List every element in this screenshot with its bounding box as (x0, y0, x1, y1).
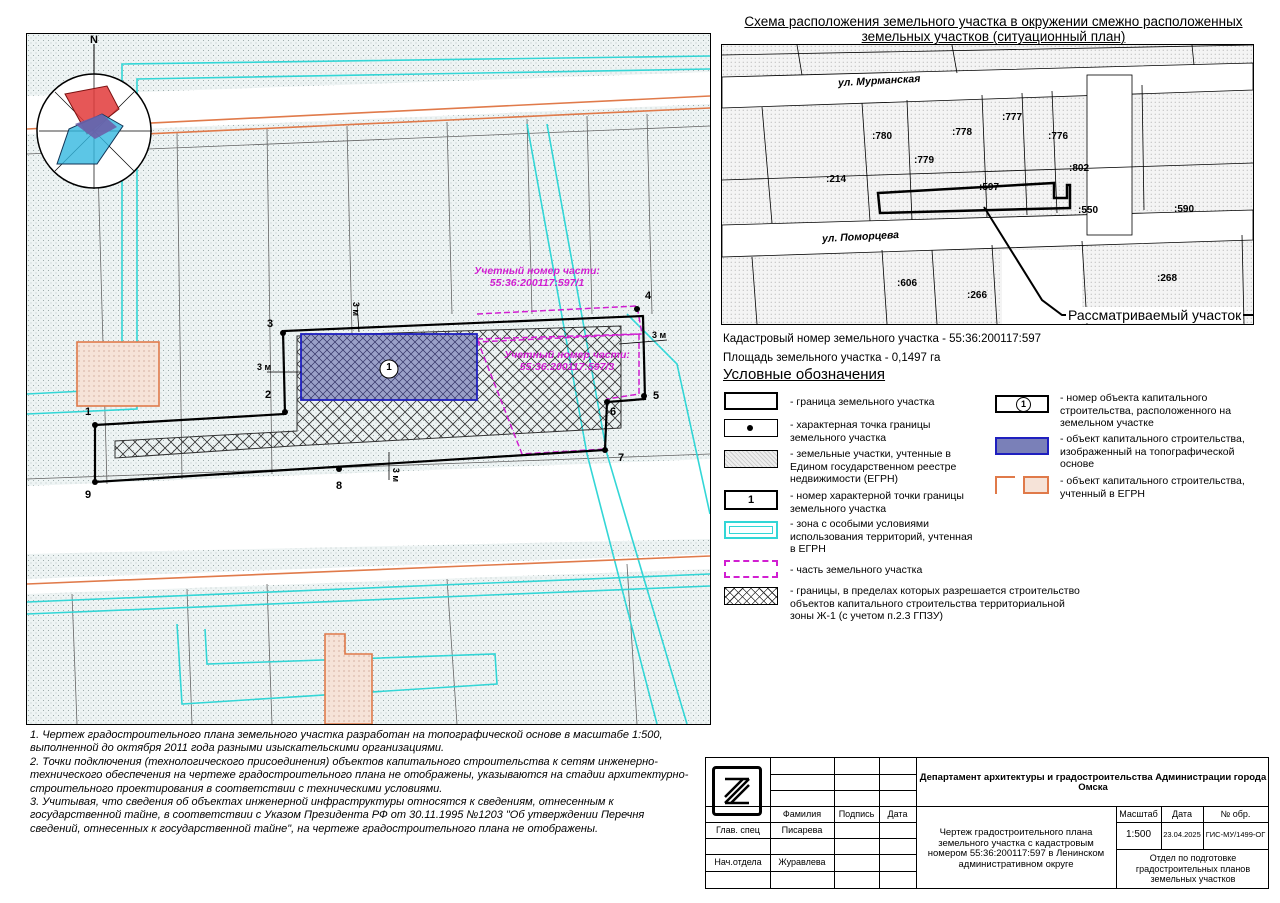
legend-item-egrn: - земельные участки, учтенные в Едином государственном реестре недвижимости (ЕГРН) (790, 448, 957, 485)
notes (30, 729, 695, 836)
offset-label-left: 3 м (257, 362, 272, 372)
role-2: Нач.отдела (714, 857, 762, 868)
header-number: № обр. (1220, 808, 1251, 819)
parcel-606: :606 (897, 278, 918, 289)
header-scale: Масштаб (1119, 808, 1158, 819)
parcel-802: :802 (1069, 163, 1090, 174)
legend-sym-part (724, 560, 778, 578)
street-pomortseva: ул. Поморцева (821, 228, 900, 246)
parcel-268: :268 (1157, 273, 1178, 284)
point-4: 4 (645, 290, 652, 302)
col-date: Дата (887, 808, 908, 819)
legend-sym-object-number: 1 (995, 395, 1049, 413)
name-1: Писарева (781, 824, 823, 835)
main-map[interactable] (26, 33, 711, 725)
legend-item-egrn-object: - объект капитального строительства, учтенный в ЕГРН (1060, 475, 1245, 500)
col-sign: Подпись (838, 808, 875, 819)
street-murmanskaya: ул. Мурманская (837, 72, 921, 90)
legend-item-boundary: - граница земельного участка (790, 396, 935, 408)
scale-value: 1:500 (1125, 829, 1152, 841)
legend-sym-topo-object (995, 437, 1049, 455)
parcel-776: :776 (1048, 131, 1069, 142)
date-value: 23.04.2025 (1163, 830, 1201, 840)
north-label: N (90, 34, 98, 46)
egrn-object-west (77, 342, 159, 406)
subject-parcel-callout: Рассматриваемый участок (1068, 307, 1242, 323)
note-3: 3. Учитывая, что сведения об объектах инженерной инфраструктуры относятся к сведениям, отнесенным к государственной тайне, в соответствии с Указом Президента РФ от 30.11.1995 №1203 "Об утверждении Перечня сведений, отнесенных к государственной тайне", на чертеже градостроительного плана не отображены. (30, 796, 645, 835)
logo (712, 766, 762, 816)
parcel-214: :214 (826, 174, 847, 185)
legend-item-topo-object: - объект капитального строительства, изображенный на топографической основе (1060, 433, 1245, 470)
drawing-title: Чертеж градостроительного плана земельного участка с кадастровым номером 55:36:200117:597 в Ленинском административном округе (927, 827, 1105, 870)
parcel-779: :779 (914, 155, 935, 166)
point-1: 1 (85, 406, 92, 418)
legend-item-buildable: - границы, в пределах которых разрешается строительство объектов капитального строительства территориальной зоны Ж-1 (с учетом п.2.3 ГПЗУ) (790, 585, 1080, 622)
org-name: Департамент архитектуры и градостроительства Администрации города Омска (919, 771, 1267, 793)
legend-item-zone: - зона с особыми условиями использования территорий, учтенная в ЕГРН (790, 518, 973, 555)
point-8: 8 (336, 480, 343, 492)
parcel-550: :550 (1078, 205, 1099, 216)
legend-sym-egrn (724, 450, 778, 468)
legend-sym-zone (724, 521, 778, 539)
legend-sym-point (724, 419, 778, 437)
name-2: Журавлева (778, 857, 826, 868)
point-7: 7 (618, 452, 625, 464)
offset-label-bottom: 3 м (391, 467, 402, 483)
role-1: Глав. спец (716, 824, 760, 835)
legend-title: Условные обозначения (723, 366, 886, 383)
part3-label: Учетный номер части: 55:36:200117:597/3 (504, 349, 630, 373)
point-6: 6 (610, 406, 617, 418)
point-9: 9 (85, 489, 92, 501)
legend-sym-egrn-object (995, 476, 1049, 494)
number-value: ГИС-МУ/1499-ОГ (1205, 830, 1266, 840)
parcel-778: :778 (952, 127, 973, 138)
situation-plan[interactable] (721, 44, 1254, 325)
legend-sym-buildable (724, 587, 778, 605)
cadastral-number: Кадастровый номер земельного участка - 55:36:200117:597 (723, 333, 1042, 345)
note-1: 1. Чертеж градостроительного плана земельного участка разработан на топографической основе в масштабе 1:500, выполненной до октября 2011 года разными изыскательскими организациями. (30, 729, 663, 755)
part1-label: Учетный номер части: 55:36:200117:597/1 (474, 265, 600, 289)
parcel-area: Площадь земельного участка - 0,1497 га (723, 352, 941, 364)
parcel-590: :590 (1174, 204, 1195, 215)
legend-sym-point-number: 1 (724, 490, 778, 510)
parcel-780: :780 (872, 131, 893, 142)
legend-item-point-number: - номер характерной точки границы земельного участка (790, 490, 964, 515)
object-number: 1 (386, 362, 392, 373)
parcel-597: :597 (979, 182, 1000, 193)
point-2: 2 (265, 389, 272, 401)
col-surname: Фамилия (782, 808, 822, 819)
parcel-777: :777 (1002, 112, 1023, 123)
offset-label-top: 3 м (351, 301, 362, 317)
note-2: 2. Точки подключения (технологического присоединения) объектов капитального строительства к сетям инженерно-технического обеспечения на чертеже градостроительного плана не отображены, указываются на стадии архитектурно-строительного проектирования в соответствии с техническими условиями. (30, 755, 689, 795)
point-5: 5 (653, 390, 660, 402)
parcel-266: :266 (967, 290, 988, 301)
title-block (705, 757, 1269, 889)
department: Отдел по подготовке градостроительных планов земельных участков (1135, 853, 1251, 885)
legend-item-part: - часть земельного участка (790, 564, 923, 576)
legend-item-object-number: - номер объекта капитального строительства, расположенного на земельном участке (1060, 392, 1232, 429)
header-date: Дата (1172, 808, 1192, 819)
offset-label-right: 3 м (652, 330, 667, 340)
point-3: 3 (267, 318, 274, 330)
legend-item-point: - характерная точка границы земельного участка (790, 419, 931, 444)
legend-sym-boundary (724, 392, 778, 410)
situation-title: Схема расположения земельного участка в окружении смежно расположенных земельных участков (ситуационный план) (744, 14, 1243, 44)
